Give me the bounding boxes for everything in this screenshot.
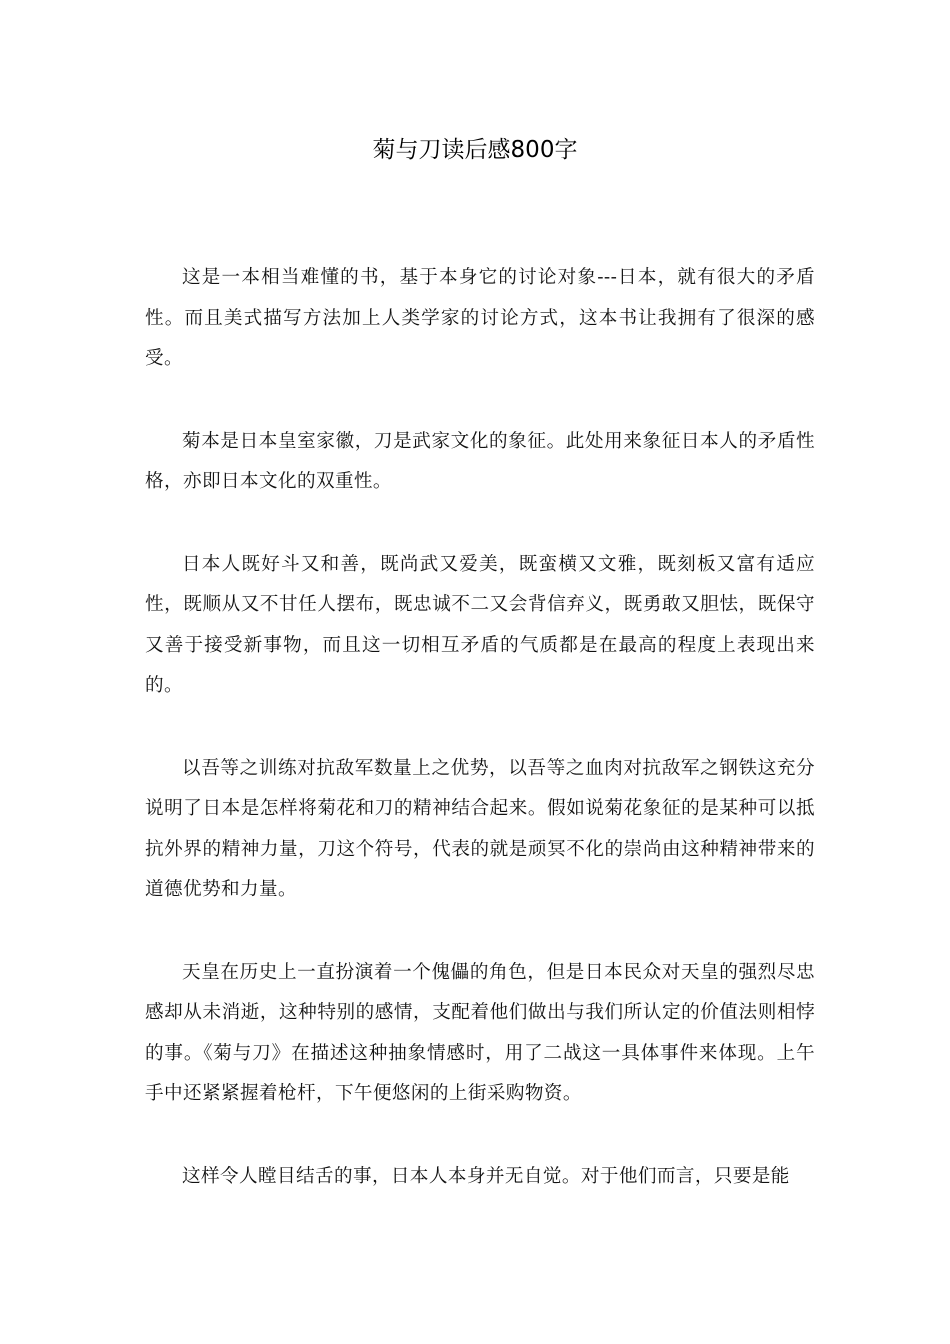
document-body bbox=[145, 258, 815, 1239]
document-title: 菊与刀读后感800字 bbox=[372, 137, 578, 163]
paragraph-6: 这样令人瞠目结舌的事，日本人本身并无自觉。对于他们而言，只要是能 bbox=[182, 1165, 790, 1187]
paragraph-4: 以吾等之训练对抗敌军数量上之优势，以吾等之血肉对抗敌军之钢铁这充分说明了日本是怎样将菊花和刀的精神结合起来。假如说菊花象征的是某种可以抵抗外界的精神力量，刀这个符号，代表的就是顽冥不化的崇尚由这种精神带来的道德优势和力量。 bbox=[145, 757, 815, 900]
paragraph-5: 天皇在历史上一直扮演着一个傀儡的角色，但是日本民众对天皇的强烈尽忠感却从未消逝，这种特别的感情，支配着他们做出与我们所认定的价值法则相悖的事。《菊与刀》在描述这种抽象情感时，用了二战这一具体事件来体现。上午手中还紧紧握着枪杆，下午便悠闲的上街采购物资。 bbox=[145, 961, 815, 1104]
paragraph-3: 日本人既好斗又和善，既尚武又爱美，既蛮横又文雅，既刻板又富有适应性，既顺从又不甘任人摆布，既忠诚不二又会背信弃义，既勇敢又胆怯，既保守又善于接受新事物，而且这一切相互矛盾的气质都是在最高的程度上表现出来的。 bbox=[145, 553, 815, 696]
paragraph-1: 这是一本相当难懂的书，基于本身它的讨论对象---日本，就有很大的矛盾性。而且美式描写方法加上人类学家的讨论方式，这本书让我拥有了很深的感受。 bbox=[145, 267, 815, 369]
paragraph-2: 菊本是日本皇室家徽，刀是武家文化的象征。此处用来象征日本人的矛盾性格，亦即日本文化的双重性。 bbox=[145, 430, 815, 492]
